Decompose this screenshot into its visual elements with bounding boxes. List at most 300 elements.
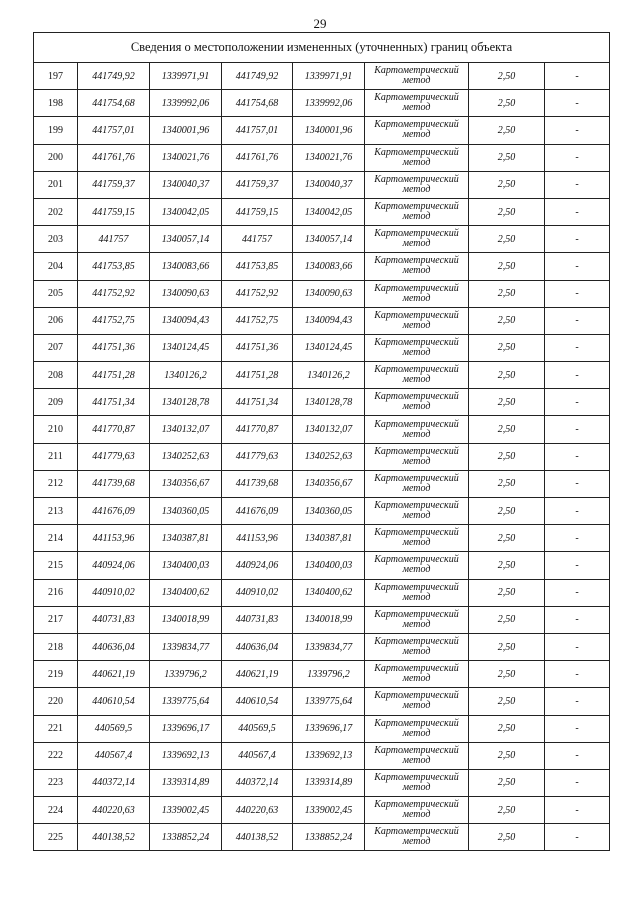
method-line-1: Картометрический xyxy=(374,472,459,484)
refined-y-cell: 1340083,66 xyxy=(293,253,365,280)
method-line-1: Картометрический xyxy=(374,92,459,104)
method-cell xyxy=(365,63,469,90)
accuracy-cell: 2,50 xyxy=(469,63,545,90)
method-cell xyxy=(365,525,469,552)
method-line-1: Картометрический xyxy=(374,146,459,158)
table-title: Сведения о местоположении измененных (уточненных) границ объекта xyxy=(34,33,610,63)
refined-x-cell: 441753,85 xyxy=(222,253,293,280)
description-cell: - xyxy=(545,63,610,90)
method-line-2: метод xyxy=(402,482,431,494)
refined-y-cell: 1340124,45 xyxy=(293,334,365,361)
accuracy-cell: 2,50 xyxy=(469,525,545,552)
table-row xyxy=(34,688,610,715)
accuracy-cell: 2,50 xyxy=(469,797,545,824)
description-cell: - xyxy=(545,416,610,443)
method-cell xyxy=(365,117,469,144)
method-cell xyxy=(365,144,469,171)
description-cell: - xyxy=(545,715,610,742)
method-line-2: метод xyxy=(402,319,431,331)
table-row xyxy=(34,117,610,144)
existing-y-cell: 1340252,63 xyxy=(150,443,222,470)
method-line-1: Картометрический xyxy=(374,500,459,512)
method-cell xyxy=(365,688,469,715)
existing-x-cell: 441751,28 xyxy=(78,362,150,389)
table-row xyxy=(34,606,610,633)
refined-y-cell: 1339971,91 xyxy=(293,63,365,90)
point-number-cell: 213 xyxy=(34,498,78,525)
table-row xyxy=(34,307,610,334)
refined-y-cell: 1340400,03 xyxy=(293,552,365,579)
existing-x-cell: 441770,87 xyxy=(78,416,150,443)
refined-y-cell: 1340252,63 xyxy=(293,443,365,470)
existing-x-cell: 441759,15 xyxy=(78,198,150,225)
table-row xyxy=(34,389,610,416)
accuracy-cell: 2,50 xyxy=(469,171,545,198)
description-cell: - xyxy=(545,688,610,715)
description-cell: - xyxy=(545,742,610,769)
method-line-2: метод xyxy=(402,183,431,195)
existing-x-cell: 440910,02 xyxy=(78,579,150,606)
method-line-2: метод xyxy=(402,646,431,658)
refined-y-cell: 1339992,06 xyxy=(293,90,365,117)
refined-x-cell: 441779,63 xyxy=(222,443,293,470)
existing-y-cell: 1340360,05 xyxy=(150,498,222,525)
refined-y-cell: 1340018,99 xyxy=(293,606,365,633)
existing-y-cell: 1339971,91 xyxy=(150,63,222,90)
refined-x-cell: 440567,4 xyxy=(222,742,293,769)
point-number-cell: 204 xyxy=(34,253,78,280)
method-line-2: метод xyxy=(402,836,431,848)
refined-x-cell: 440636,04 xyxy=(222,633,293,660)
accuracy-cell: 2,50 xyxy=(469,226,545,253)
point-number-cell: 214 xyxy=(34,525,78,552)
existing-y-cell: 1339834,77 xyxy=(150,633,222,660)
method-line-1: Картометрический xyxy=(374,228,459,240)
method-cell xyxy=(365,742,469,769)
existing-y-cell: 1340042,05 xyxy=(150,198,222,225)
point-number-cell: 199 xyxy=(34,117,78,144)
table-row xyxy=(34,144,610,171)
table-row xyxy=(34,171,610,198)
description-cell: - xyxy=(545,90,610,117)
refined-y-cell: 1339775,64 xyxy=(293,688,365,715)
refined-y-cell: 1339796,2 xyxy=(293,661,365,688)
table-row xyxy=(34,552,610,579)
method-line-2: метод xyxy=(402,265,431,277)
method-line-1: Картометрический xyxy=(374,663,459,675)
refined-x-cell: 440610,54 xyxy=(222,688,293,715)
method-line-1: Картометрический xyxy=(374,418,459,430)
refined-y-cell: 1340126,2 xyxy=(293,362,365,389)
point-number-cell: 217 xyxy=(34,606,78,633)
accuracy-cell: 2,50 xyxy=(469,362,545,389)
refined-x-cell: 441676,09 xyxy=(222,498,293,525)
existing-y-cell: 1340132,07 xyxy=(150,416,222,443)
refined-x-cell: 440372,14 xyxy=(222,769,293,796)
refined-x-cell: 440569,5 xyxy=(222,715,293,742)
method-line-2: метод xyxy=(402,673,431,685)
method-cell xyxy=(365,307,469,334)
existing-y-cell: 1339775,64 xyxy=(150,688,222,715)
refined-x-cell: 441759,37 xyxy=(222,171,293,198)
accuracy-cell: 2,50 xyxy=(469,389,545,416)
method-cell xyxy=(365,633,469,660)
method-line-1: Картометрический xyxy=(374,309,459,321)
table-row xyxy=(34,198,610,225)
table-row xyxy=(34,824,610,851)
boundary-coordinates-table xyxy=(33,32,610,851)
refined-x-cell: 441770,87 xyxy=(222,416,293,443)
method-line-2: метод xyxy=(402,564,431,576)
accuracy-cell: 2,50 xyxy=(469,769,545,796)
table-header-row xyxy=(34,33,610,63)
refined-y-cell: 1340042,05 xyxy=(293,198,365,225)
description-cell: - xyxy=(545,443,610,470)
existing-y-cell: 1339314,89 xyxy=(150,769,222,796)
table-row xyxy=(34,362,610,389)
table-row xyxy=(34,797,610,824)
point-number-cell: 220 xyxy=(34,688,78,715)
point-number-cell: 200 xyxy=(34,144,78,171)
method-cell xyxy=(365,797,469,824)
existing-y-cell: 1339692,13 xyxy=(150,742,222,769)
point-number-cell: 215 xyxy=(34,552,78,579)
description-cell: - xyxy=(545,470,610,497)
description-cell: - xyxy=(545,334,610,361)
point-number-cell: 211 xyxy=(34,443,78,470)
method-line-1: Картометрический xyxy=(374,771,459,783)
method-line-1: Картометрический xyxy=(374,527,459,539)
existing-x-cell: 441754,68 xyxy=(78,90,150,117)
existing-x-cell: 440220,63 xyxy=(78,797,150,824)
existing-x-cell: 441779,63 xyxy=(78,443,150,470)
method-line-1: Картометрический xyxy=(374,336,459,348)
point-number-cell: 224 xyxy=(34,797,78,824)
method-line-2: метод xyxy=(402,700,431,712)
accuracy-cell: 2,50 xyxy=(469,198,545,225)
description-cell: - xyxy=(545,171,610,198)
description-cell: - xyxy=(545,198,610,225)
existing-x-cell: 440138,52 xyxy=(78,824,150,851)
method-line-2: метод xyxy=(402,401,431,413)
refined-x-cell: 441761,76 xyxy=(222,144,293,171)
point-number-cell: 209 xyxy=(34,389,78,416)
existing-y-cell: 1340126,2 xyxy=(150,362,222,389)
method-line-1: Картометрический xyxy=(374,445,459,457)
description-cell: - xyxy=(545,498,610,525)
method-line-2: метод xyxy=(402,781,431,793)
refined-y-cell: 1339002,45 xyxy=(293,797,365,824)
method-line-1: Картометрический xyxy=(374,636,459,648)
point-number-cell: 218 xyxy=(34,633,78,660)
point-number-cell: 223 xyxy=(34,769,78,796)
description-cell: - xyxy=(545,606,610,633)
existing-x-cell: 440731,83 xyxy=(78,606,150,633)
existing-y-cell: 1340040,37 xyxy=(150,171,222,198)
method-cell xyxy=(365,769,469,796)
existing-x-cell: 440567,4 xyxy=(78,742,150,769)
table-row xyxy=(34,579,610,606)
method-line-2: метод xyxy=(402,156,431,168)
method-cell xyxy=(365,579,469,606)
point-number-cell: 203 xyxy=(34,226,78,253)
table-row xyxy=(34,742,610,769)
method-line-2: метод xyxy=(402,809,431,821)
existing-x-cell: 441753,85 xyxy=(78,253,150,280)
method-line-1: Картометрический xyxy=(374,391,459,403)
refined-x-cell: 441752,75 xyxy=(222,307,293,334)
existing-y-cell: 1340018,99 xyxy=(150,606,222,633)
existing-y-cell: 1340124,45 xyxy=(150,334,222,361)
table-row xyxy=(34,334,610,361)
accuracy-cell: 2,50 xyxy=(469,579,545,606)
accuracy-cell: 2,50 xyxy=(469,443,545,470)
refined-y-cell: 1340057,14 xyxy=(293,226,365,253)
table-row xyxy=(34,416,610,443)
method-line-1: Картометрический xyxy=(374,744,459,756)
existing-y-cell: 1339002,45 xyxy=(150,797,222,824)
description-cell: - xyxy=(545,307,610,334)
table-row xyxy=(34,90,610,117)
refined-y-cell: 1339696,17 xyxy=(293,715,365,742)
refined-x-cell: 441759,15 xyxy=(222,198,293,225)
refined-y-cell: 1340094,43 xyxy=(293,307,365,334)
refined-x-cell: 441739,68 xyxy=(222,470,293,497)
table-row xyxy=(34,280,610,307)
method-line-2: метод xyxy=(402,428,431,440)
description-cell: - xyxy=(545,280,610,307)
method-line-2: метод xyxy=(402,618,431,630)
existing-x-cell: 441676,09 xyxy=(78,498,150,525)
refined-x-cell: 440621,19 xyxy=(222,661,293,688)
refined-y-cell: 1339314,89 xyxy=(293,769,365,796)
description-cell: - xyxy=(545,661,610,688)
accuracy-cell: 2,50 xyxy=(469,742,545,769)
existing-x-cell: 441751,36 xyxy=(78,334,150,361)
existing-x-cell: 441757 xyxy=(78,226,150,253)
existing-x-cell: 441153,96 xyxy=(78,525,150,552)
method-cell xyxy=(365,552,469,579)
refined-x-cell: 441752,92 xyxy=(222,280,293,307)
accuracy-cell: 2,50 xyxy=(469,334,545,361)
table-row xyxy=(34,525,610,552)
accuracy-cell: 2,50 xyxy=(469,416,545,443)
existing-x-cell: 440621,19 xyxy=(78,661,150,688)
method-line-2: метод xyxy=(402,374,431,386)
refined-x-cell: 441751,34 xyxy=(222,389,293,416)
description-cell: - xyxy=(545,525,610,552)
table-row xyxy=(34,226,610,253)
description-cell: - xyxy=(545,117,610,144)
description-cell: - xyxy=(545,797,610,824)
description-cell: - xyxy=(545,633,610,660)
description-cell: - xyxy=(545,144,610,171)
refined-y-cell: 1340360,05 xyxy=(293,498,365,525)
refined-x-cell: 441757,01 xyxy=(222,117,293,144)
refined-y-cell: 1340387,81 xyxy=(293,525,365,552)
refined-y-cell: 1339692,13 xyxy=(293,742,365,769)
table-row xyxy=(34,63,610,90)
existing-x-cell: 440636,04 xyxy=(78,633,150,660)
refined-x-cell: 441754,68 xyxy=(222,90,293,117)
accuracy-cell: 2,50 xyxy=(469,824,545,851)
table-row xyxy=(34,498,610,525)
table-row xyxy=(34,715,610,742)
point-number-cell: 198 xyxy=(34,90,78,117)
refined-x-cell: 441757 xyxy=(222,226,293,253)
refined-y-cell: 1340021,76 xyxy=(293,144,365,171)
point-number-cell: 210 xyxy=(34,416,78,443)
refined-x-cell: 440731,83 xyxy=(222,606,293,633)
accuracy-cell: 2,50 xyxy=(469,661,545,688)
existing-x-cell: 441752,75 xyxy=(78,307,150,334)
refined-y-cell: 1340400,62 xyxy=(293,579,365,606)
existing-y-cell: 1340400,62 xyxy=(150,579,222,606)
method-line-1: Картометрический xyxy=(374,608,459,620)
table-row xyxy=(34,470,610,497)
method-cell xyxy=(365,498,469,525)
method-line-1: Картометрический xyxy=(374,364,459,376)
point-number-cell: 212 xyxy=(34,470,78,497)
accuracy-cell: 2,50 xyxy=(469,498,545,525)
existing-y-cell: 1340356,67 xyxy=(150,470,222,497)
point-number-cell: 219 xyxy=(34,661,78,688)
accuracy-cell: 2,50 xyxy=(469,307,545,334)
description-cell: - xyxy=(545,362,610,389)
method-line-1: Картометрический xyxy=(374,690,459,702)
accuracy-cell: 2,50 xyxy=(469,606,545,633)
accuracy-cell: 2,50 xyxy=(469,633,545,660)
point-number-cell: 207 xyxy=(34,334,78,361)
refined-y-cell: 1340040,37 xyxy=(293,171,365,198)
description-cell: - xyxy=(545,769,610,796)
refined-y-cell: 1340132,07 xyxy=(293,416,365,443)
existing-x-cell: 441749,92 xyxy=(78,63,150,90)
existing-y-cell: 1339992,06 xyxy=(150,90,222,117)
method-cell xyxy=(365,253,469,280)
method-line-1: Картометрический xyxy=(374,581,459,593)
method-cell xyxy=(365,280,469,307)
existing-y-cell: 1339796,2 xyxy=(150,661,222,688)
refined-y-cell: 1338852,24 xyxy=(293,824,365,851)
accuracy-cell: 2,50 xyxy=(469,280,545,307)
refined-y-cell: 1340090,63 xyxy=(293,280,365,307)
accuracy-cell: 2,50 xyxy=(469,117,545,144)
accuracy-cell: 2,50 xyxy=(469,90,545,117)
method-line-2: метод xyxy=(402,211,431,223)
method-line-1: Картометрический xyxy=(374,282,459,294)
existing-x-cell: 441739,68 xyxy=(78,470,150,497)
refined-x-cell: 440910,02 xyxy=(222,579,293,606)
accuracy-cell: 2,50 xyxy=(469,715,545,742)
description-cell: - xyxy=(545,824,610,851)
description-cell: - xyxy=(545,579,610,606)
table-row xyxy=(34,633,610,660)
method-cell xyxy=(365,715,469,742)
refined-y-cell: 1340356,67 xyxy=(293,470,365,497)
table-row xyxy=(34,253,610,280)
existing-x-cell: 441759,37 xyxy=(78,171,150,198)
point-number-cell: 205 xyxy=(34,280,78,307)
method-line-1: Картометрический xyxy=(374,799,459,811)
refined-y-cell: 1339834,77 xyxy=(293,633,365,660)
method-line-2: метод xyxy=(402,727,431,739)
description-cell: - xyxy=(545,389,610,416)
method-cell xyxy=(365,226,469,253)
refined-y-cell: 1340001,96 xyxy=(293,117,365,144)
method-cell xyxy=(365,606,469,633)
method-line-2: метод xyxy=(402,537,431,549)
refined-x-cell: 440924,06 xyxy=(222,552,293,579)
refined-x-cell: 440220,63 xyxy=(222,797,293,824)
refined-x-cell: 441751,36 xyxy=(222,334,293,361)
existing-y-cell: 1340021,76 xyxy=(150,144,222,171)
method-line-2: метод xyxy=(402,75,431,87)
method-line-2: метод xyxy=(402,455,431,467)
method-line-2: метод xyxy=(402,292,431,304)
existing-y-cell: 1340128,78 xyxy=(150,389,222,416)
existing-y-cell: 1338852,24 xyxy=(150,824,222,851)
refined-x-cell: 441749,92 xyxy=(222,63,293,90)
point-number-cell: 208 xyxy=(34,362,78,389)
table-row xyxy=(34,661,610,688)
point-number-cell: 197 xyxy=(34,63,78,90)
method-cell xyxy=(365,198,469,225)
method-cell xyxy=(365,389,469,416)
point-number-cell: 202 xyxy=(34,198,78,225)
existing-y-cell: 1340387,81 xyxy=(150,525,222,552)
method-line-1: Картометрический xyxy=(374,717,459,729)
method-line-2: метод xyxy=(402,238,431,250)
point-number-cell: 221 xyxy=(34,715,78,742)
existing-y-cell: 1340090,63 xyxy=(150,280,222,307)
accuracy-cell: 2,50 xyxy=(469,688,545,715)
existing-x-cell: 440610,54 xyxy=(78,688,150,715)
existing-y-cell: 1340083,66 xyxy=(150,253,222,280)
method-line-1: Картометрический xyxy=(374,826,459,838)
method-line-1: Картометрический xyxy=(374,201,459,213)
existing-x-cell: 440924,06 xyxy=(78,552,150,579)
existing-y-cell: 1340400,03 xyxy=(150,552,222,579)
description-cell: - xyxy=(545,552,610,579)
method-cell xyxy=(365,362,469,389)
point-number-cell: 222 xyxy=(34,742,78,769)
method-cell xyxy=(365,470,469,497)
method-cell xyxy=(365,90,469,117)
page-number: 29 xyxy=(313,16,327,31)
method-line-2: метод xyxy=(402,591,431,603)
method-cell xyxy=(365,661,469,688)
accuracy-cell: 2,50 xyxy=(469,144,545,171)
method-line-1: Картометрический xyxy=(374,119,459,131)
existing-x-cell: 440372,14 xyxy=(78,769,150,796)
method-line-1: Картометрический xyxy=(374,554,459,566)
method-line-2: метод xyxy=(402,129,431,141)
existing-y-cell: 1340001,96 xyxy=(150,117,222,144)
method-line-2: метод xyxy=(402,102,431,114)
method-line-2: метод xyxy=(402,510,431,522)
method-cell xyxy=(365,171,469,198)
point-number-cell: 225 xyxy=(34,824,78,851)
method-line-2: метод xyxy=(402,346,431,358)
accuracy-cell: 2,50 xyxy=(469,253,545,280)
method-cell xyxy=(365,416,469,443)
existing-x-cell: 441761,76 xyxy=(78,144,150,171)
method-line-1: Картометрический xyxy=(374,255,459,267)
existing-y-cell: 1339696,17 xyxy=(150,715,222,742)
refined-x-cell: 441153,96 xyxy=(222,525,293,552)
accuracy-cell: 2,50 xyxy=(469,470,545,497)
